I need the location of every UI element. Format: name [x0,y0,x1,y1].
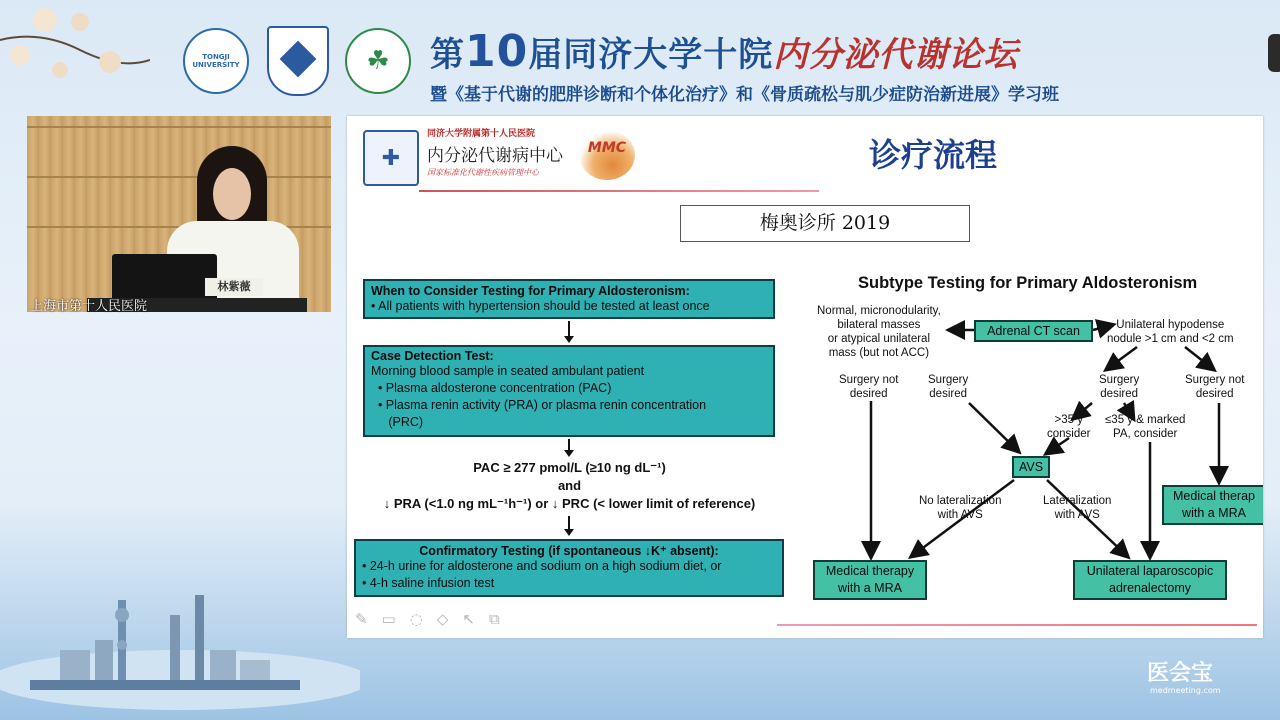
adrenalectomy-box: Unilateral laparoscopic adrenalectomy [1073,560,1227,600]
tongji-university-logo: TONGJI UNIVERSITY [183,28,249,94]
highlighter-icon[interactable]: ◇ [436,610,463,628]
pen-icon[interactable]: ✎ [355,610,382,628]
confirm-line: • 4-h saline infusion test [362,576,495,590]
medical-therapy-box-right: Medical therap with a MRA [1162,485,1263,525]
surgery-desired-right: Surgery desired [1099,374,1140,400]
left-finding-text: Normal, micronodularity, bilateral masses or atypical unilateral mass (but not ACC) [817,305,941,359]
age-over-35-text: >35 y consider [1047,414,1091,440]
lateralization-text: Lateralization with AVS [1043,495,1112,521]
banner-header [0,0,1280,112]
avs-box: AVS [1012,456,1050,478]
video-caption: 上海市第十人民医院 [30,299,148,314]
eraser-icon[interactable]: ▭ [381,610,410,628]
adrenal-ct-box: Adrenal CT scan [974,320,1093,342]
side-panel-toggle[interactable] [1268,34,1280,72]
case-line: Morning blood sample in seated ambulant patient [371,364,645,378]
forum-subtitle: 暨《基于代谢的肥胖诊断和个体化治疗》和《骨质疏松与肌少症防治新进展》学习班 [430,85,1059,105]
surgery-desired-left: Surgery desired [928,374,969,400]
slide-center-subtitle: 国家标准化代谢性疾病管理中心 [427,168,539,177]
annotation-toolbar [355,610,514,628]
criterion-renin: ↓ PRA (<1.0 ng mL⁻¹h⁻¹) or ↓ PRC (< lower limit of reference) [383,496,756,511]
tenth-hospital-logo [267,26,329,96]
case-line: • Plasma aldosterone concentration (PAC) [371,381,612,395]
mmc-logo: MMC [579,130,635,180]
slide-title: 诊疗流程 [869,136,998,174]
case-line: (PRC) [371,415,424,429]
pointer-icon[interactable]: ↖ [462,610,489,628]
presentation-slide [347,116,1263,638]
medical-therapy-box-left: Medical therapy with a MRA [813,560,927,600]
surgery-not-desired-left: Surgery not desired [839,374,899,400]
confirm-line: • 24-h urine for aldosterone and sodium on a high sodium diet, or [362,559,722,573]
case-heading: Case Detection Test: [371,349,494,363]
speaker-video[interactable] [27,116,331,312]
case-line: • Plasma renin activity (PRA) or plasma renin concentration [371,398,707,412]
brand-url: medmeeting.com [1150,686,1221,695]
when-heading: When to Consider Testing for Primary Aldosteronism: [371,284,690,298]
brand-logo: 医会宝 [1147,661,1214,686]
slide-hospital-name: 同济大学附属第十人民医院 [427,129,536,139]
slide-center-name: 内分泌代谢病中心 [427,146,563,166]
criterion-pac: PAC ≥ 277 pmol/L (≥10 ng dL⁻¹) [473,460,666,475]
clover-society-logo [345,28,411,94]
lasso-icon[interactable]: ◌ [409,610,437,628]
no-lateralization-text: No lateralization with AVS [919,495,1002,521]
speaker-nameplate: 林紫薇 [205,278,263,296]
surgery-not-desired-right: Surgery not desired [1185,374,1245,400]
forum-title: 第10届同济大学十院内分泌代谢论坛 [430,26,1019,77]
confirm-heading: Confirmatory Testing (if spontaneous ↓K⁺ absent): [419,544,719,558]
right-finding-text: Unilateral hypodense nodule >1 cm and <2 cm [1107,319,1234,345]
age-under-35-text: ≤35 y & marked PA, consider [1105,414,1186,440]
screenshot-icon[interactable]: ⧉ [488,610,514,628]
subtype-title: Subtype Testing for Primary Aldosteronism [858,274,1198,292]
hospital-shield-icon: ✚ [363,130,419,186]
criterion-and: and [557,478,582,493]
magnolia-flower-decoration [0,0,150,90]
mayo-clinic-label: 梅奥诊所 2019 [680,205,970,242]
when-line: • All patients with hypertension should be tested at least once [371,299,710,313]
shanghai-skyline-illustration [0,560,360,720]
clover-icon: ☘ [366,46,390,76]
footer-divider [777,624,1257,626]
